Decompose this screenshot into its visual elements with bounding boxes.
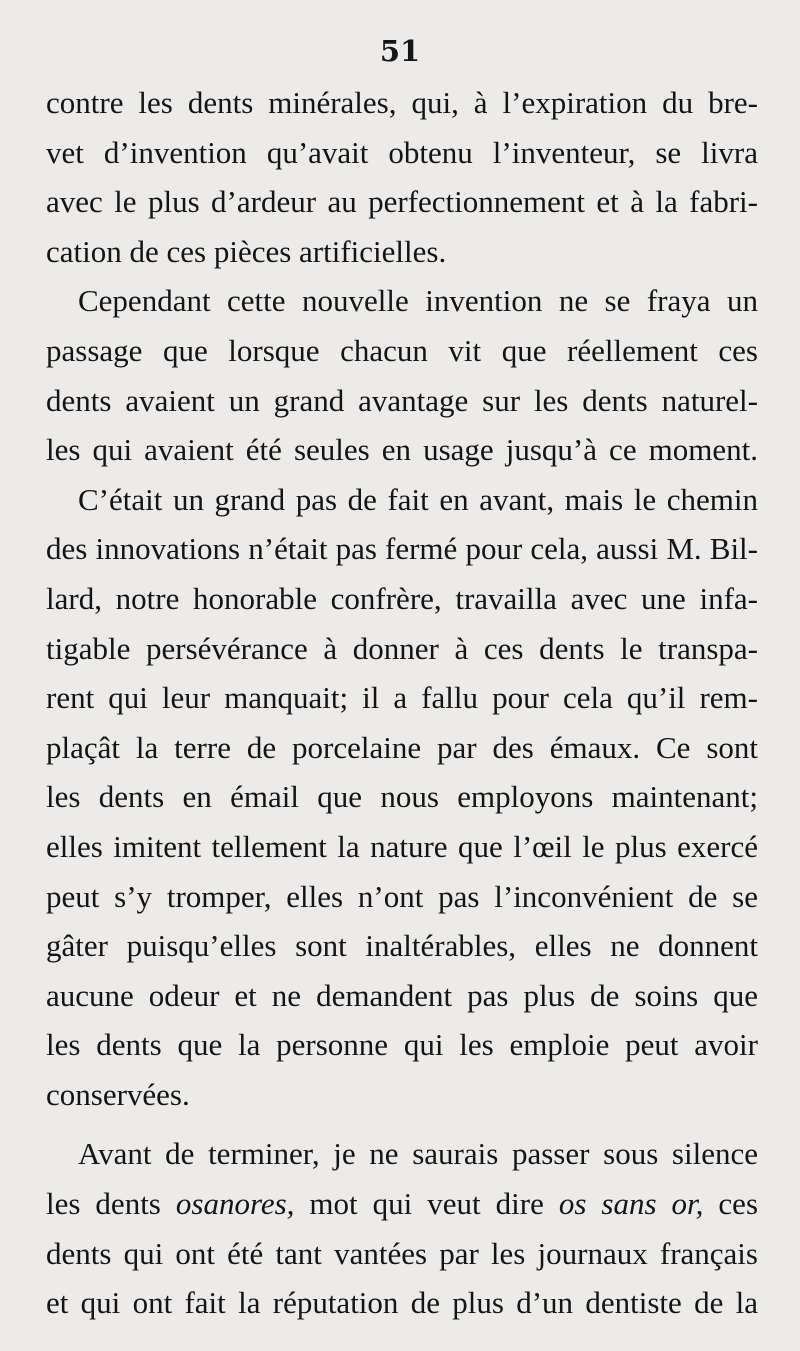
paragraph <box>46 1129 758 1327</box>
text-run: les dents <box>46 1186 176 1222</box>
text-line: dents qui ont été tant vantées par les journaux français <box>46 1235 758 1271</box>
italic-term: os sans or, <box>558 1186 704 1222</box>
text-line: dents avaient un grand avantage sur les dents naturel- <box>46 382 758 418</box>
text-line <box>46 1179 758 1229</box>
text-line: et qui ont fait la réputation de plus d’un dentiste de la <box>46 1285 758 1321</box>
text-line: cation de ces pièces artificielles. <box>46 233 447 269</box>
text-line: les dents en émail que nous employons maintenant; <box>46 779 758 815</box>
text-line: lard, notre honorable confrère, travailla avec une infa- <box>46 580 758 616</box>
text-line: Cependant cette nouvelle invention ne se fraya un <box>78 283 758 319</box>
paragraph-spacer <box>46 1119 758 1129</box>
text-line: aucune odeur et ne demandent pas plus de soins que <box>46 977 758 1013</box>
italic-term: osanores, <box>175 1186 295 1222</box>
text-line: Avant de terminer, je ne saurais passer sous silence <box>78 1136 758 1172</box>
paragraph <box>46 276 758 474</box>
text-line: peut s’y tromper, elles n’ont pas l’inconvénient de se <box>46 878 758 914</box>
text-line: plaçât la terre de porcelaine par des émaux. Ce sont <box>46 729 758 765</box>
text-line: conservées. <box>46 1076 190 1112</box>
text-run: ces <box>703 1186 759 1222</box>
text-line: elles imitent tellement la nature que l’œil le plus exercé <box>46 828 758 864</box>
body-text <box>46 78 758 1328</box>
text-line: passage que lorsque chacun vit que réellement ces <box>46 332 758 368</box>
page-number: 51 <box>379 34 421 68</box>
text-line: tigable persévérance à donner à ces dents le transpa- <box>46 630 758 666</box>
text-line: C’était un grand pas de fait en avant, mais le chemin <box>78 481 758 517</box>
text-line: vet d’invention qu’avait obtenu l’inventeur, se livra <box>46 134 758 170</box>
text-line: les dents que la personne qui les emploie peut avoir <box>46 1027 758 1063</box>
text-line: des innovations n’était pas fermé pour cela, aussi M. Bil- <box>46 531 758 567</box>
text-line: gâter puisqu’elles sont inaltérables, elles ne donnent <box>46 928 758 964</box>
text-line: rent qui leur manquait; il a fallu pour cela qu’il rem- <box>46 680 758 716</box>
text-line: les qui avaient été seules en usage jusqu’à ce moment. <box>46 432 758 468</box>
text-line: contre les dents minérales, qui, à l’expiration du bre- <box>46 85 758 120</box>
text-line: avec le plus d’ardeur au perfectionnement et à la fabri- <box>46 184 758 220</box>
paragraph <box>46 475 758 1120</box>
text-run: mot qui veut dire <box>294 1186 559 1222</box>
paragraph <box>46 78 758 276</box>
